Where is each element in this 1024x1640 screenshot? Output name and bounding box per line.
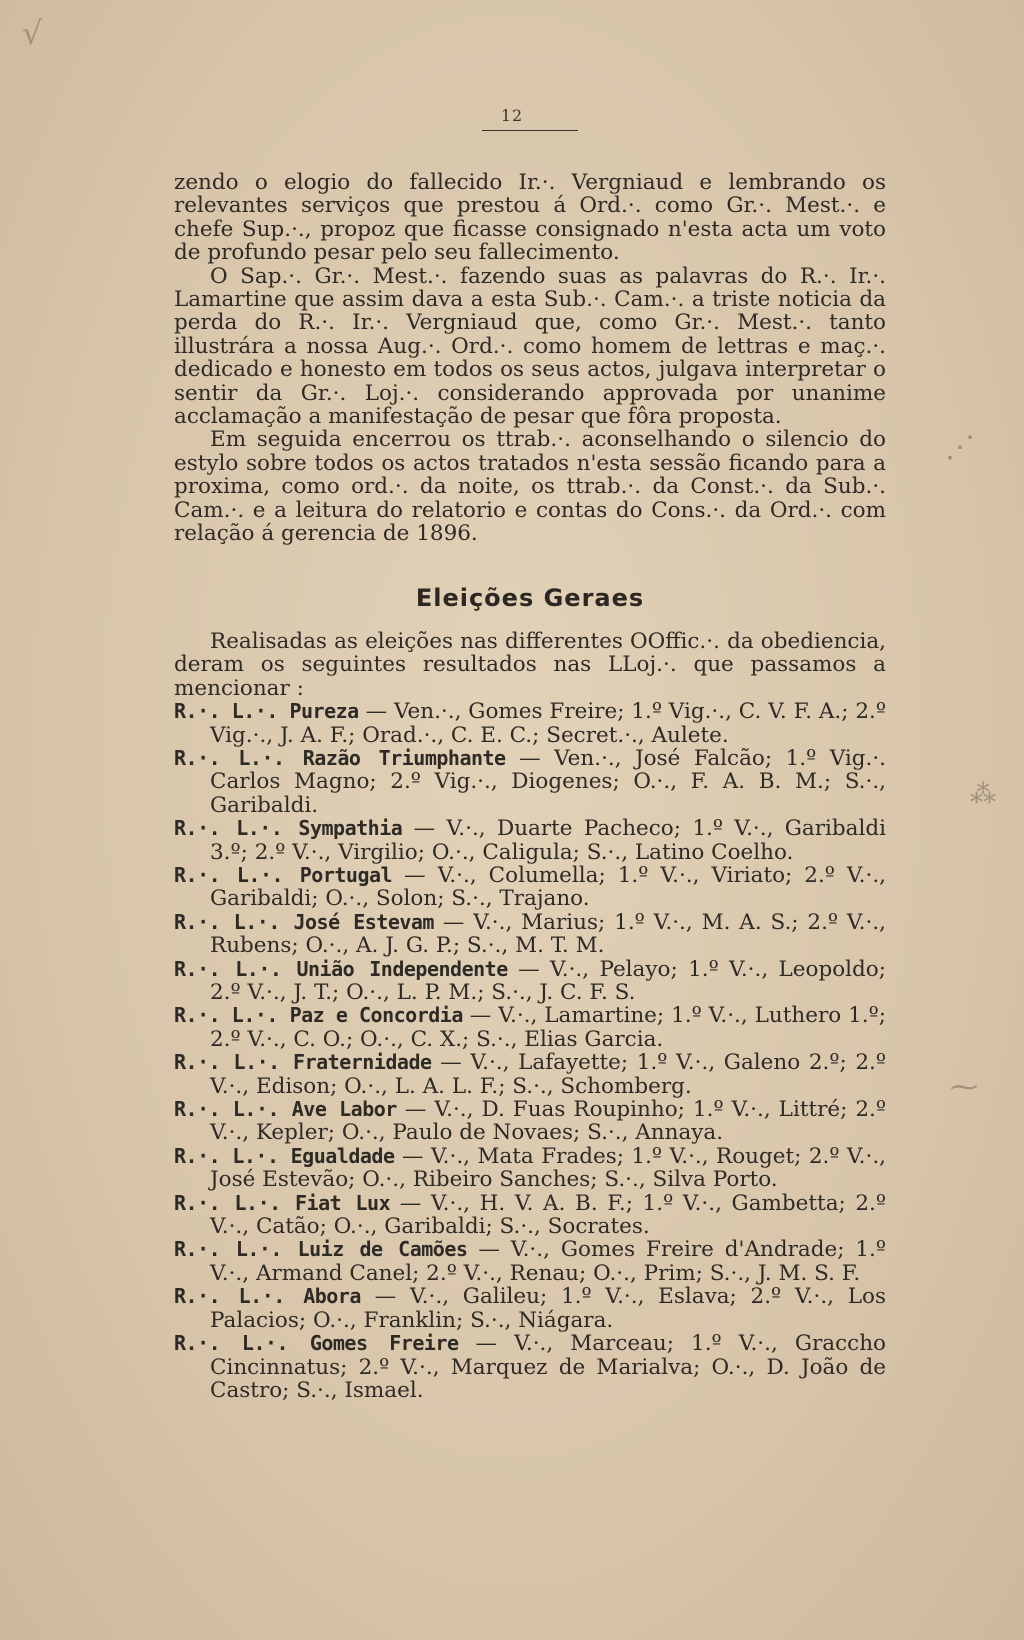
lodge-officers: — V.·., H. V. A. B. F.; 1.º V.·., Gambetta; 2.º V.·., Catão; O.·., Garibaldi; S.·., Socrates. [210,1190,886,1240]
lodge-entry [174,958,886,1005]
lodge-entry [174,1192,886,1239]
page-number-rule [482,130,578,131]
section-heading: Eleições Geraes [415,583,645,612]
lodge-officers: — V.·., Galileu; 1.º V.·., Eslava; 2.º V.·., Los Palacios; O.·., Franklin; S.·., Niágara. [210,1284,886,1333]
text-column [174,171,886,1402]
lodge-entry [174,1285,886,1332]
lodge-officers: — V.·., Gomes Freire d'Andrade; 1.º V.·., Armand Canel; 2.º V.·., Renau; O.·., Prim; S.·., J. M. S. F. [210,1237,886,1286]
paper-fleck: ⋰ [945,430,975,465]
lodge-entry [174,1051,886,1098]
lodge-name: R.·. L.·. Pureza [174,699,359,724]
lodge-officers: — V.·., Mata Frades; 1.º V.·., Rouget; 2.º V.·., José Estevão; O.·., Ribeiro Sanches; S.·., Silva Porto. [210,1143,886,1193]
lodge-name: R.·. L.·. Sympathia [174,816,403,841]
lodge-officers: — V.·., Marceau; 1.º V.·., Graccho Cincinnatus; 2.º V.·., Marquez de Marialva; O.·., D. João de Castro; S.·., Ismael. [210,1331,886,1403]
lodge-officers: — V.·., Lafayette; 1.º V.·., Galeno 2.º; 2.º V.·., Edison; O.·., L. A. L. F.; S.·., Schomberg. [210,1050,886,1099]
lodge-officers: — V.·., Pelayo; 1.º V.·., Leopoldo; 2.º V.·., J. T.; O.·., L. P. M.; S.·., J. C. F. S. [210,956,886,1005]
lodge-officers: — V.·., Marius; 1.º V.·., M. A. S.; 2.º V.·., Rubens; O.·., A. J. G. P.; S.·., M. T. M. [210,909,887,959]
paragraph: Em seguida encerrou os ttrab.·. aconselhando o silencio do estylo sobre todos os actos tratados n'esta sessão ficando para a proxima, como ord.·. da noite, os ttrab.·. da Const.·. da Sub.·. Cam.·. e a leitura do relatorio e contas do Cons.·. da Ord.·. com relação á gerencia de 1896. [174,427,886,547]
paper-fleck: ⁂ [970,780,996,810]
lodge-entry [174,911,886,958]
intro-paragraph: Realisadas as eleições nas differentes OOffic.·. da obediencia, deram os seguintes resultados nas LLoj.·. que passamos a mencionar : [174,628,886,701]
lodge-entry [174,864,886,911]
lodge-entry [174,817,886,864]
lodge-officers: — V.·., Columella; 1.º V.·., Viriato; 2.º V.·., Garibaldi; O.·., Solon; S.·., Trajano. [210,862,886,912]
lodge-entry [174,1332,886,1402]
lodge-name: R.·. L.·. Ave Labor [174,1097,397,1122]
lodge-officers: — V.·., Lamartine; 1.º V.·., Luthero 1.º; 2.º V.·., C. O.; O.·., C. X.; S.·., Elias Garcia. [210,1003,886,1052]
paper-fleck: ⁓ [950,1070,978,1103]
lodge-entry [174,700,886,747]
lodge-name: R.·. L.·. Gomes Freire [174,1331,459,1356]
lodge-name: R.·. L.·. José Estevam [174,909,434,934]
lodge-officers: — V.·., D. Fuas Roupinho; 1.º V.·., Littré; 2.º V.·., Kepler; O.·., Paulo de Novaes; S.·., Annaya. [210,1097,886,1146]
lodge-entry [174,1145,886,1192]
lodge-name: R.·. L.·. Portugal [174,862,393,887]
lodge-name: R.·. L.·. União Independente [174,956,508,981]
lodge-list [174,700,886,1402]
lodge-name: R.·. L.·. Abora [174,1284,361,1309]
lodge-name: R.·. L.·. Egualdade [174,1143,395,1168]
lodge-officers: — Ven.·., José Falcão; 1.º Vig.·. Carlos Magno; 2.º Vig.·., Diogenes; O.·., F. A. B. M.; S.·., Garibaldi. [210,745,886,818]
corner-pencil-mark: √ [22,14,43,52]
lodge-entry [174,1004,886,1051]
paragraph: O Sap.·. Gr.·. Mest.·. fazendo suas as palavras do R.·. Ir.·. Lamartine que assim dava a esta Sub.·. Cam.·. a triste noticia da perda do R.·. Ir.·. Vergniaud que, como Gr.·. Mest.·. tanto illustrára a nossa Aug.·. Ord.·. como homem de lettras e maç.·. dedicado e honesto em todos os seus actos, julgava interpretar o sentir da Gr.·. Loj.·. considerando approvada por unanime acclamação a manifestação de pesar que fôra proposta. [174,263,886,430]
paragraph: zendo o elogio do fallecido Ir.·. Vergniaud e lembrando os relevantes serviços que prestou á Ord.·. como Gr.·. Mest.·. e chefe Sup.·., propoz que ficasse consignado n'esta acta um voto de profundo pesar pelo seu fallecimento. [174,170,886,266]
lodge-entry [174,747,886,817]
lodge-name: R.·. L.·. Razão Triumphante [174,745,506,770]
lodge-officers: — V.·., Duarte Pacheco; 1.º V.·., Garibaldi 3.º; 2.º V.·., Virgilio; O.·., Caligula; S.·., Latino Coelho. [210,816,887,865]
lodge-entry [174,1238,886,1285]
lodge-name: R.·. L.·. Fiat Lux [174,1190,391,1215]
lodge-name: R.·. L.·. Fraternidade [174,1050,432,1075]
lodge-name: R.·. L.·. Luiz de Camões [174,1237,468,1262]
page-number: 12 [500,106,524,125]
lodge-officers: — Ven.·., Gomes Freire; 1.º Vig.·., C. V. F. A.; 2.º Vig.·., J. A. F.; Orad.·., C. E. C.; Secret.·., Aulete. [210,699,886,748]
lodge-entry [174,1098,886,1145]
lodge-name: R.·. L.·. Paz e Concordia [174,1003,463,1028]
